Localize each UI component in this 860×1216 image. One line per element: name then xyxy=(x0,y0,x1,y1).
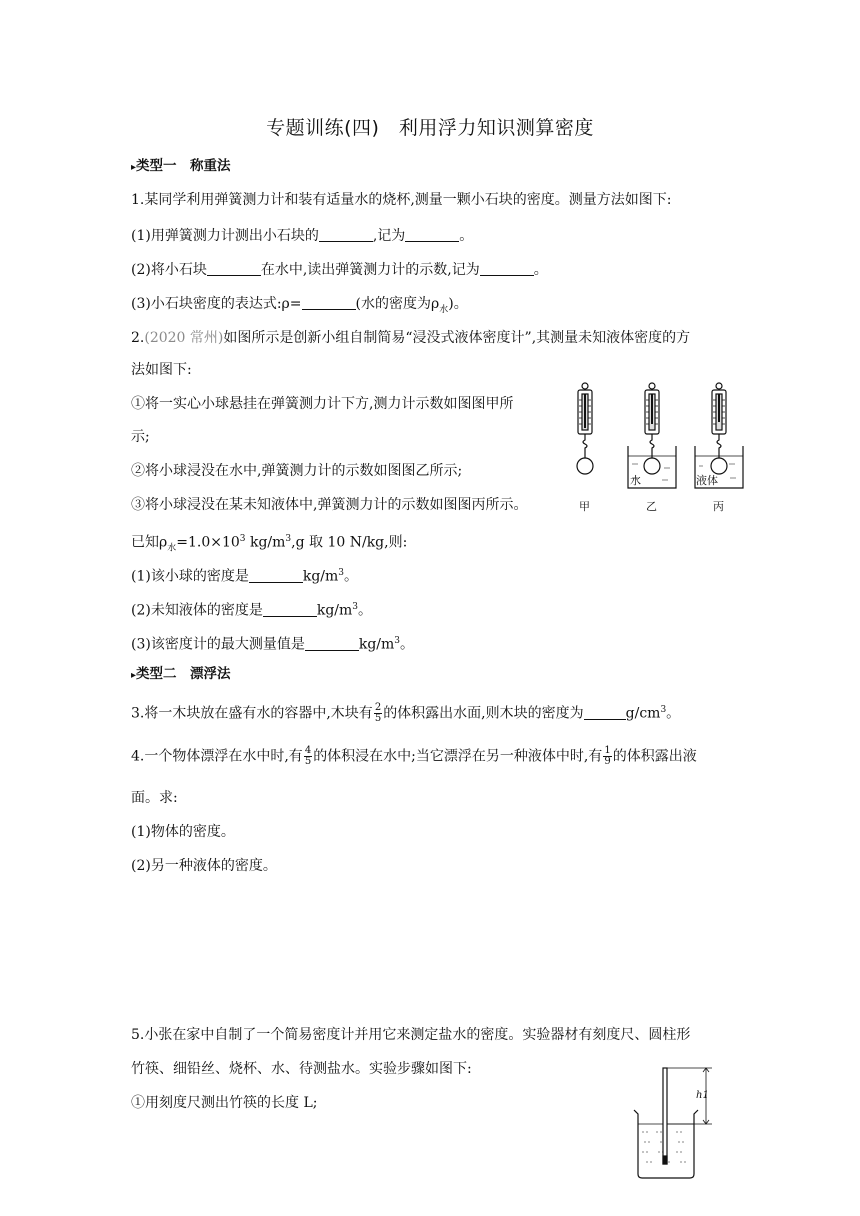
question-4-part-1: (1)物体的密度。 xyxy=(131,824,235,840)
spring-scale-figure xyxy=(566,380,756,515)
fraction xyxy=(304,746,312,767)
question-1-step-2 xyxy=(131,260,548,280)
answer-blank[interactable] xyxy=(207,261,261,276)
water-label: 水 xyxy=(630,474,641,487)
text: kg/m xyxy=(245,534,286,551)
question-2-step-3: ③将小球浸没在某未知液体中,弹簧测力计的示数如图图丙所示。 xyxy=(131,497,528,513)
answer-blank[interactable] xyxy=(249,568,303,583)
superscript: 3 xyxy=(239,534,246,544)
h1-label: h1 xyxy=(696,1090,709,1101)
question-2-given xyxy=(131,529,407,558)
subscript: 水 xyxy=(167,543,177,554)
text: ,g 取 10 N/kg,则: xyxy=(291,534,408,551)
answer-blank[interactable] xyxy=(584,705,626,720)
text: 在水中,读出弹簧测力计的示数,记为 xyxy=(260,262,480,278)
question-4-cont: 面。求: xyxy=(131,790,178,806)
question-4 xyxy=(131,746,697,767)
triangle-marker-icon: ▸ xyxy=(131,670,137,681)
text: 。 xyxy=(666,705,681,722)
spring-scale-icon xyxy=(577,383,593,474)
question-1-step-1 xyxy=(131,226,473,246)
superscript: 3 xyxy=(285,534,292,544)
section-label: 类型二 漂浮法 xyxy=(136,666,231,682)
question-1-intro: 1.某同学利用弹簧测力计和装有适量水的烧杯,测量一颗小石块的密度。测量方法如图下: xyxy=(131,192,672,208)
figure-label: 甲 xyxy=(579,500,590,513)
text: 已知ρ xyxy=(131,534,168,551)
question-5-step-1: ①用刻度尺测出竹筷的长度 L; xyxy=(131,1095,318,1111)
question-source: (2020 常州) xyxy=(144,330,224,346)
unit: kg/m xyxy=(358,636,395,653)
answer-blank[interactable] xyxy=(302,295,356,310)
question-1-step-3 xyxy=(131,294,468,320)
text: 的体积浸在水中;当它漂浮在另一种液体中时,有 xyxy=(313,748,603,765)
superscript: 3 xyxy=(352,602,359,612)
superscript: 3 xyxy=(660,705,667,715)
figure-label: 乙 xyxy=(646,500,657,513)
text: 的体积露出水面,则木块的密度为 xyxy=(383,705,584,722)
numerator: 2 xyxy=(374,702,382,714)
figure-label: 丙 xyxy=(713,500,724,513)
question-3 xyxy=(131,700,680,724)
text: 4.一个物体漂浮在水中时,有 xyxy=(131,748,303,765)
page-title: 专题训练(四) 利用浮力知识测算密度 xyxy=(266,117,594,139)
text: (2)将小石块 xyxy=(131,262,207,278)
text: 。 xyxy=(400,636,415,653)
numerator: 1 xyxy=(604,745,611,756)
spring-scale-icon xyxy=(628,383,676,488)
spring-scale-icon xyxy=(695,383,743,488)
answer-blank[interactable] xyxy=(319,227,373,242)
text: (3)该密度计的最大测量值是 xyxy=(131,636,305,653)
question-2-intro-cont: 法如图下: xyxy=(131,362,192,378)
text: 。 xyxy=(459,228,474,244)
section-label: 类型一 称重法 xyxy=(136,158,231,174)
text: ,记为 xyxy=(372,228,406,244)
denominator: 5 xyxy=(374,713,382,725)
text: 。 xyxy=(344,568,359,585)
unit: kg/m xyxy=(302,568,339,585)
question-2-step-1: ①将一实心小球悬挂在弹簧测力计下方,测力计示数如图图甲所 xyxy=(131,396,514,412)
question-5-intro-cont: 竹筷、细铅丝、烧杯、水、待测盐水。实验步骤如图下: xyxy=(131,1061,472,1077)
denominator: 5 xyxy=(304,756,312,767)
denominator: 9 xyxy=(604,756,611,767)
fraction xyxy=(603,746,611,767)
fraction xyxy=(374,703,382,724)
text: 。 xyxy=(358,602,373,619)
superscript: 3 xyxy=(338,568,345,578)
text: (1)该小球的密度是 xyxy=(131,568,249,585)
question-4-part-2: (2)另一种液体的密度。 xyxy=(131,858,277,874)
question-2-part-1 xyxy=(131,563,358,587)
text: 的体积露出液 xyxy=(612,748,697,765)
text: 3.将一木块放在盛有水的容器中,木块有 xyxy=(131,705,373,722)
answer-blank[interactable] xyxy=(405,227,459,242)
subscript: 水 xyxy=(439,304,449,315)
text: (2)未知液体的密度是 xyxy=(131,602,263,619)
unit: kg/m xyxy=(316,602,353,619)
text: (水的密度为ρ xyxy=(355,296,440,312)
text: 如图所示是创新小组自制简易“浸没式液体密度计”,其测量未知液体密度的方 xyxy=(223,330,691,346)
question-2-part-3 xyxy=(131,631,414,655)
text: =1.0×10 xyxy=(176,534,240,551)
liquid-label: 液体 xyxy=(696,474,718,487)
numerator: 4 xyxy=(304,745,312,756)
text: (1)用弹簧测力计测出小石块的 xyxy=(131,228,319,244)
answer-blank[interactable] xyxy=(305,636,359,651)
densimeter-beaker-figure xyxy=(620,1062,730,1182)
text: (3)小石块密度的表达式:ρ= xyxy=(131,296,302,312)
question-2-step-2: ②将小球浸没在水中,弹簧测力计的示数如图图乙所示; xyxy=(131,463,463,479)
answer-blank[interactable] xyxy=(263,602,317,617)
text: )。 xyxy=(448,296,468,312)
superscript: 3 xyxy=(394,636,401,646)
answer-blank[interactable] xyxy=(480,261,534,276)
section-heading-2 xyxy=(131,664,231,686)
section-heading-1 xyxy=(131,156,231,178)
question-2-step-1-cont: 示; xyxy=(131,429,150,445)
question-5-intro: 5.小张在家中自制了一个简易密度计并用它来测定盐水的密度。实验器材有刻度尺、圆柱形 xyxy=(131,1027,691,1043)
question-2-part-2 xyxy=(131,597,372,621)
question-2-intro xyxy=(131,328,690,348)
text: 。 xyxy=(533,262,548,278)
question-number: 2. xyxy=(131,330,145,346)
unit: g/cm xyxy=(625,705,661,722)
triangle-marker-icon: ▸ xyxy=(131,162,137,173)
